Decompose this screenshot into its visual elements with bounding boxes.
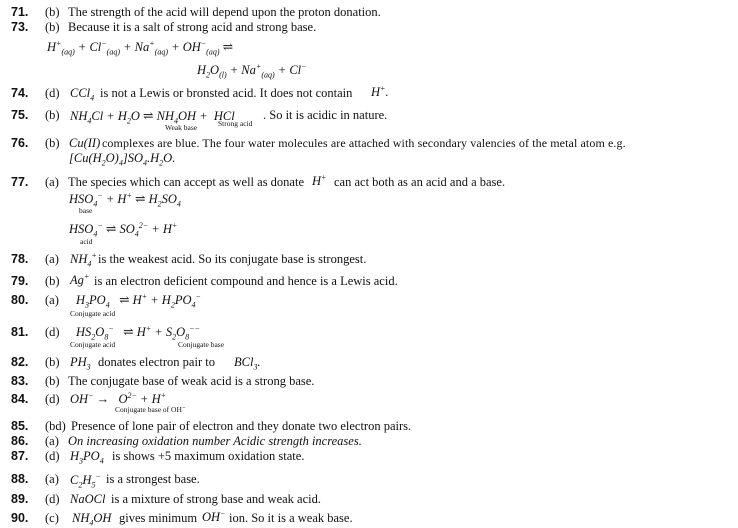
question-number: 75. xyxy=(11,108,29,122)
answer-text: . So it is acidic in nature. xyxy=(263,108,388,122)
equation: $HSO_4^-$ ⇌ $SO_4^{2-} + H^+$ xyxy=(69,221,178,239)
answer-option: (bd) xyxy=(45,419,66,433)
conjugate-acid-label: Conjugate acid xyxy=(70,309,116,318)
complex-name: Cu(II) xyxy=(69,136,101,150)
formula: H+. xyxy=(371,84,389,100)
answer-text: gives minimum xyxy=(119,511,198,525)
answer-option: (b) xyxy=(45,20,60,34)
question-number: 88. xyxy=(11,472,29,486)
formula: BCl$_3$. xyxy=(234,355,261,372)
formula: $NH_4OH$ xyxy=(72,511,112,528)
answer-text: is a mixture of strong base and weak acid. xyxy=(111,492,322,506)
equation: $H_3PO_4$ ⇌ $H^+ + H_2PO_4^-$ xyxy=(76,292,201,310)
answer-text: is an electron deficient compound and hence is a Lewis acid. xyxy=(94,274,398,288)
answer-text: is shows +5 maximum oxidation state. xyxy=(112,449,305,463)
answer-text: Presence of lone pair of electron and they donate two electron pairs. xyxy=(71,419,412,433)
formula: Ag+ xyxy=(70,272,90,288)
answer-option: (a) xyxy=(45,472,59,486)
answer-option: (b) xyxy=(45,274,60,288)
formula: $H_3PO_4$ xyxy=(70,449,104,466)
question-number: 87. xyxy=(11,449,29,463)
conjugate-base-label: Conjugate base of OH⁻ xyxy=(115,405,186,414)
answer-option: (b) xyxy=(45,374,60,388)
base-label: base xyxy=(79,206,93,215)
question-number: 82. xyxy=(11,355,29,369)
formula: $PH_3$ xyxy=(70,355,91,372)
answer-text: donates electron pair to xyxy=(98,355,215,369)
answer-text: The conjugate base of weak acid is a strong base. xyxy=(68,374,315,388)
answer-text-2: can act both as an acid and a base. xyxy=(334,175,506,189)
formula: $[Cu(H_2O)_4]SO_4.H_2O$. xyxy=(69,151,176,168)
answer-option: (a) xyxy=(45,252,59,266)
formula: $C_2H_5^-$ xyxy=(70,472,101,490)
conjugate-acid-label: Conjugate acid xyxy=(70,340,116,349)
strong-acid-label: Strong acid xyxy=(218,119,253,128)
answer-option: (a) xyxy=(45,293,59,307)
equation: $HSO_4^- + H^+$ ⇌ $H_2SO_4$ xyxy=(69,191,181,209)
question-number: 89. xyxy=(11,492,29,506)
equation: $OH^- \to O^{2-} + H^+$ xyxy=(70,391,167,407)
answer-text-2: ion. So it is a weak base. xyxy=(229,511,353,525)
question-number: 74. xyxy=(11,86,29,100)
answer-text: Because it is a salt of strong acid and strong base. xyxy=(68,20,317,34)
answer-option: (d) xyxy=(45,492,60,506)
answer-text: The strength of the acid will depend upon the proton donation. xyxy=(68,5,381,19)
answer-option: (b) xyxy=(45,5,60,19)
formula: CCl$_4$ xyxy=(70,86,95,103)
equation: $NH_4Cl + H_2O$ ⇌ $NH_4OH$ + HCl xyxy=(70,109,235,126)
answer-option: (b) xyxy=(45,355,60,369)
answer-option: (b) xyxy=(45,108,60,122)
question-number: 77. xyxy=(11,175,29,189)
answer-text: complexes are blue. The four water molecules are attached with secondary valencies of the metal atom e.g. xyxy=(102,136,626,150)
equation: $HS_2O_8^-$ ⇌ $H^+ + S_2O_8^{--}$ xyxy=(76,324,200,342)
answer-text: On increasing oxidation number Acidic strength increases. xyxy=(68,434,362,448)
question-number: 83. xyxy=(11,374,29,388)
answer-text: is the weakest acid. So its conjugate base is strongest. xyxy=(98,252,367,266)
answer-text: is not a Lewis or bronsted acid. It does not contain xyxy=(100,86,353,100)
answer-option: (d) xyxy=(45,325,60,339)
equation-line-1: $H^+_{(aq)} + Cl^-_{(aq)} + Na^+_{(aq)} + OH^-_{(aq)}$ ⇌ xyxy=(47,39,234,57)
formula: H+ xyxy=(312,173,327,189)
answer-option: (a) xyxy=(45,434,59,448)
answer-option: (d) xyxy=(45,86,60,100)
question-number: 81. xyxy=(11,325,29,339)
formula: NaOCl xyxy=(70,492,106,506)
acid-label: acid xyxy=(80,237,93,246)
question-number: 76. xyxy=(11,136,29,150)
question-number: 73. xyxy=(11,20,29,34)
question-number: 71. xyxy=(11,5,29,19)
question-number: 86. xyxy=(11,434,29,448)
equation-line-2: $H_2O_{(l)} + Na^+_{(aq)} + Cl^-$ xyxy=(197,62,307,80)
answer-option: (d) xyxy=(45,449,60,463)
formula: OH− xyxy=(202,509,226,525)
question-number: 79. xyxy=(11,274,29,288)
conjugate-base-label: Conjugate base xyxy=(178,340,225,349)
formula: $NH_4^+$ xyxy=(70,251,97,269)
question-number: 90. xyxy=(11,511,29,525)
question-number: 78. xyxy=(11,252,29,266)
answer-option: (d) xyxy=(45,392,60,406)
answer-text: is a strongest base. xyxy=(106,472,200,486)
question-number: 84. xyxy=(11,392,29,406)
answer-option: (c) xyxy=(45,511,59,525)
weak-base-label: Weak base xyxy=(165,123,198,132)
question-number: 85. xyxy=(11,419,29,433)
question-number: 80. xyxy=(11,293,29,307)
answer-text: The species which can accept as well as donate xyxy=(68,175,305,189)
answer-option: (b) xyxy=(45,136,60,150)
answer-option: (a) xyxy=(45,175,59,189)
